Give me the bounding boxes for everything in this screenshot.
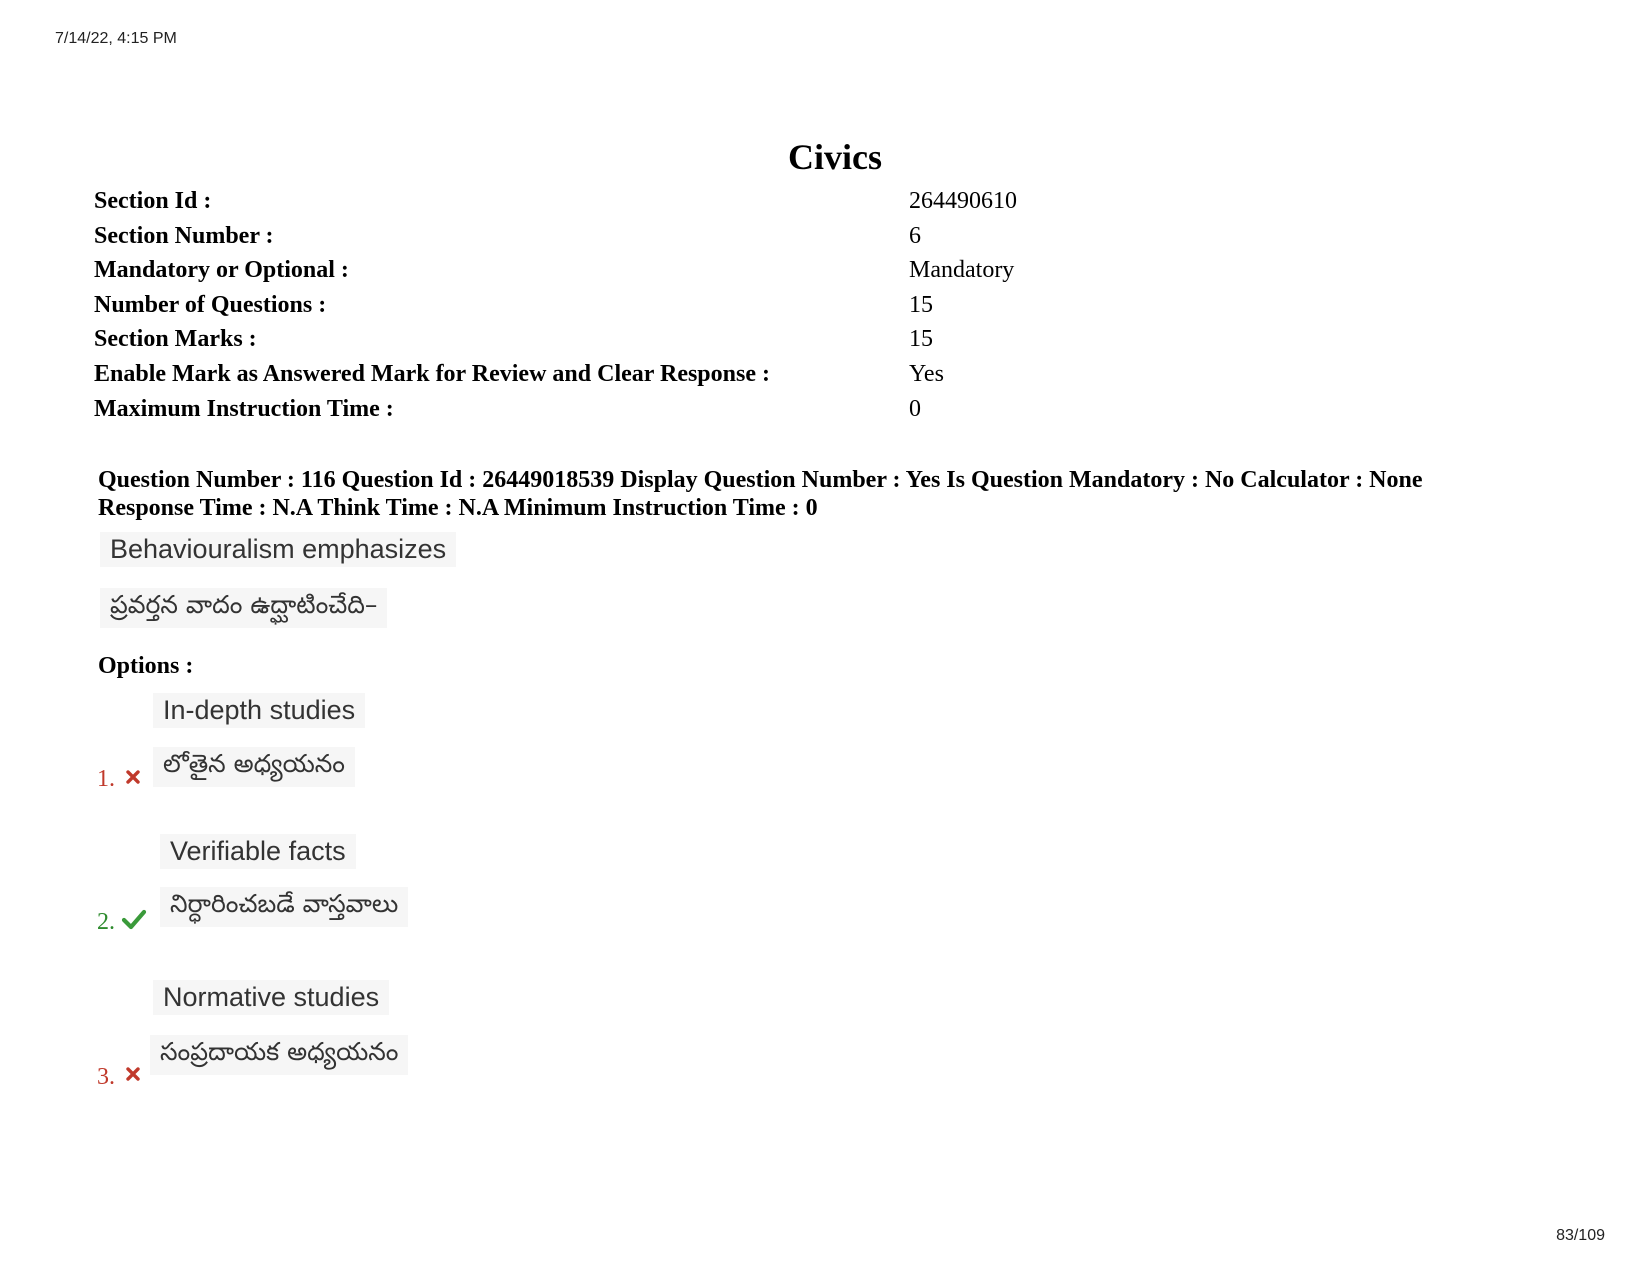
- option-text-english: Verifiable facts: [160, 834, 356, 869]
- field-value: 15: [909, 326, 933, 353]
- field-value: 15: [909, 291, 933, 318]
- option-text-telugu: నిర్ధారించబడే వాస్తవాలు: [160, 887, 408, 927]
- field-label: Enable Mark as Answered Mark for Review and Clear Response :: [94, 360, 770, 387]
- print-timestamp: 7/14/22, 4:15 PM: [55, 30, 177, 47]
- field-label: Maximum Instruction Time :: [94, 395, 394, 422]
- cross-icon: [125, 1066, 141, 1087]
- field-label: Section Marks :: [94, 326, 257, 353]
- option-text-english: Normative studies: [153, 980, 389, 1015]
- field-label: Mandatory or Optional :: [94, 257, 349, 284]
- option-text-telugu: సంప్రదాయక అధ్యయనం: [150, 1035, 408, 1075]
- field-label: Section Id :: [94, 188, 212, 214]
- section-title: Civics: [788, 137, 882, 177]
- option-number: 2.: [97, 909, 115, 935]
- field-label: Number of Questions :: [94, 291, 327, 318]
- page-counter: 83/109: [1556, 1227, 1605, 1244]
- option-text-english: In-depth studies: [153, 693, 365, 728]
- question-meta: [98, 466, 1598, 522]
- option-text-telugu: లోతైన అధ్యయనం: [153, 747, 355, 787]
- field-value: 0: [909, 395, 921, 422]
- options-label: Options :: [98, 653, 194, 679]
- question-text-telugu: ప్రవర్తన వాదం ఉద్ఘాటించేది–: [100, 588, 387, 628]
- check-icon: [121, 908, 147, 935]
- field-value: 6: [909, 222, 921, 249]
- question-meta-line-1: Question Number : 116 Question Id : 26449018539 Display Question Number : Yes Is Question Mandatory : No Calculator : None: [98, 467, 1423, 493]
- cross-icon: [125, 769, 141, 790]
- field-value: Mandatory: [909, 257, 1015, 284]
- option-number: 3.: [97, 1064, 115, 1090]
- question-meta-line-2: Response Time : N.A Think Time : N.A Minimum Instruction Time : 0: [98, 495, 818, 521]
- field-value: Yes: [909, 360, 944, 387]
- field-value: 264490610: [909, 188, 1017, 214]
- question-text-english: Behaviouralism emphasizes: [100, 532, 456, 567]
- option-number: 1.: [97, 766, 115, 792]
- field-label: Section Number :: [94, 222, 274, 249]
